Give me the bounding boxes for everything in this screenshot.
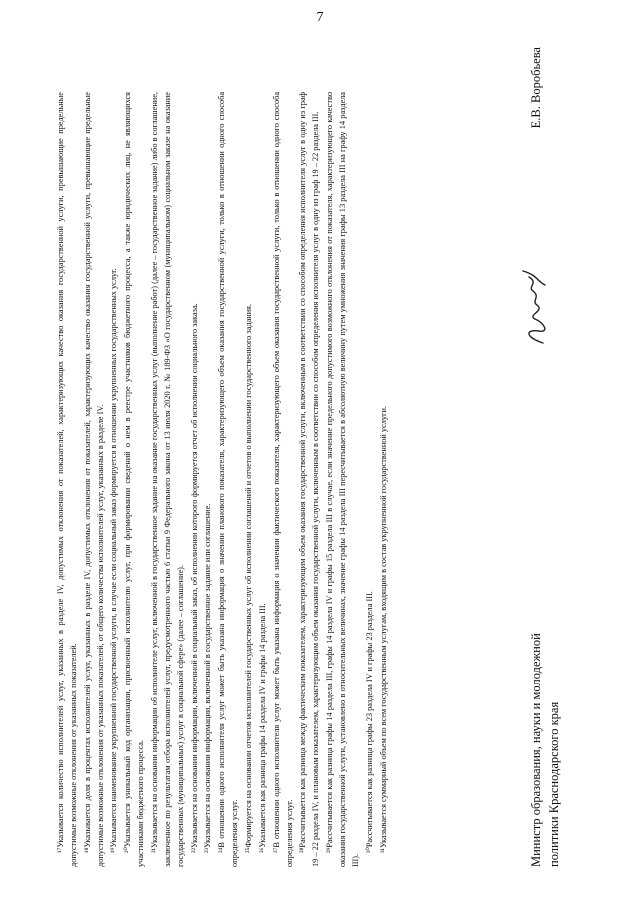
page-number: 7: [316, 10, 324, 25]
signatory-position-line-1: Министр образования, науки и молодежной: [529, 633, 543, 867]
footnote-19: ¹⁹Указывается наименование укрупненной государственной услуги, в случае если социальный заказ формируется в отношении укрупненных государственных услуг.: [109, 268, 119, 853]
footnote-31: ³¹Указывается суммарный объем по всем государственным услугам, входящим в состав укрупненной государственной услуги.: [378, 406, 388, 853]
rotated-page-content: [47, 30, 592, 875]
signatory-position-line-2: политики Краснодарского края: [547, 701, 562, 867]
footnote-29: ²⁹Рассчитывается как разница графы 14 раздела III, графы 14 раздела IV и графы 15 раздела III в случае, если значение предельного допустимого возможного отклонения от показателя, характеризующего качество оказания государственной услуги, установлено в относительных величинах, значение графы 14 раздела III пересчитывается в абсолютную величину путем умножения значения графы 13 раздела III на графу 14 раздела III).: [325, 92, 360, 867]
footnote-21: ²¹Указывается на основании информации об исполнителе услуг, включенной в государственное задание на оказание государственных услуг (выполнение работ) (далее – государственное задание) либо в соглашение, заключенное по результатам отбора исполнителей услуг, предусмотренного частью 6 статьи 9 Федерального закона от 13 июля 2020 г. № 189-ФЗ «О государственном (муниципальном) социальном заказе на оказание государственных (муниципальных) услуг в социальной сфере» (далее – соглашение).: [150, 92, 185, 867]
footnote-30: ³⁰Рассчитывается как разница графы 23 раздела IV и графы 23 раздела III.: [364, 591, 374, 853]
footnotes: [55, 92, 391, 867]
footnote-22: ²²Указывается на основании информации, включенной в социальный заказ, об исполнении которого формируется отчет об исполнении социального заказа.: [189, 303, 199, 853]
signatory-name: Е.В. Воробьева: [529, 47, 543, 129]
signatory-position: [527, 567, 563, 867]
footnote-24: ²⁴В отношении одного исполнителя услуг может быть указана информация о значении планового показателя, характеризующего объем оказания государственной услуги, только в отношении одного способа определения услуг.: [217, 92, 240, 867]
footnote-25: ²⁵Формируется на основании отчетов исполнителей государственных услуг об исполнении соглашений и отчетов о выполнении государственного задания.: [244, 303, 254, 853]
signature-block: [527, 47, 587, 867]
footnote-17: ¹⁷Указывается количество исполнителей услуг, указанных в разделе IV, допустимых отклонения от показателей, характеризующих качество оказания государственной услуги, превышающие предельные допустимые возможные отклонения от указанных показателей.: [56, 92, 78, 867]
footnote-28: ²⁸Рассчитывается как разница между фактическим показателем, характеризующим объем оказания государственной услуги, включенным в соответствии со способом определения исполнителя услуг в одну из граф 19 – 22 раздела IV, и плановым показателем, характеризующим объем оказания государственной услуги, включенным в соответствии со способом определения исполнителя услуг в одну из граф 19 – 22 раздела III.: [298, 92, 321, 867]
handwritten-signature: [515, 267, 555, 347]
footnote-20: ²⁰Указывается уникальный код организации, присвоенный исполнителю услуг, при формировании сведений о нем в реестре участников бюджетного процесса, а также юридических лиц, не являющихся участниками бюджетного процесса.: [123, 92, 146, 867]
footnote-23: ²³Указывается на основании информации, включенной в государственное задание или соглашение.: [203, 503, 213, 853]
footnote-27: ²⁷В отношении одного исполнителя услуг может быть указана информация о значении фактического показателя, характеризующего объем оказания государственной услуги, только в отношении одного способа определения услуг.: [271, 92, 294, 867]
footnote-26: ²⁶Указывается как разница графы 14 раздела IV и графы 14 раздела III.: [257, 603, 267, 853]
footnote-18: ¹⁸Указывается доля в процентах исполнителей услуг, указанных в разделе IV, допустимых отклонения от показателей, характеризующих качество оказания государственной услуги, превышающие предельные допустимые возможные отклонения от указанных показателей, от общего количества исполнителей услуг, указанных в разделе IV.: [82, 92, 105, 867]
